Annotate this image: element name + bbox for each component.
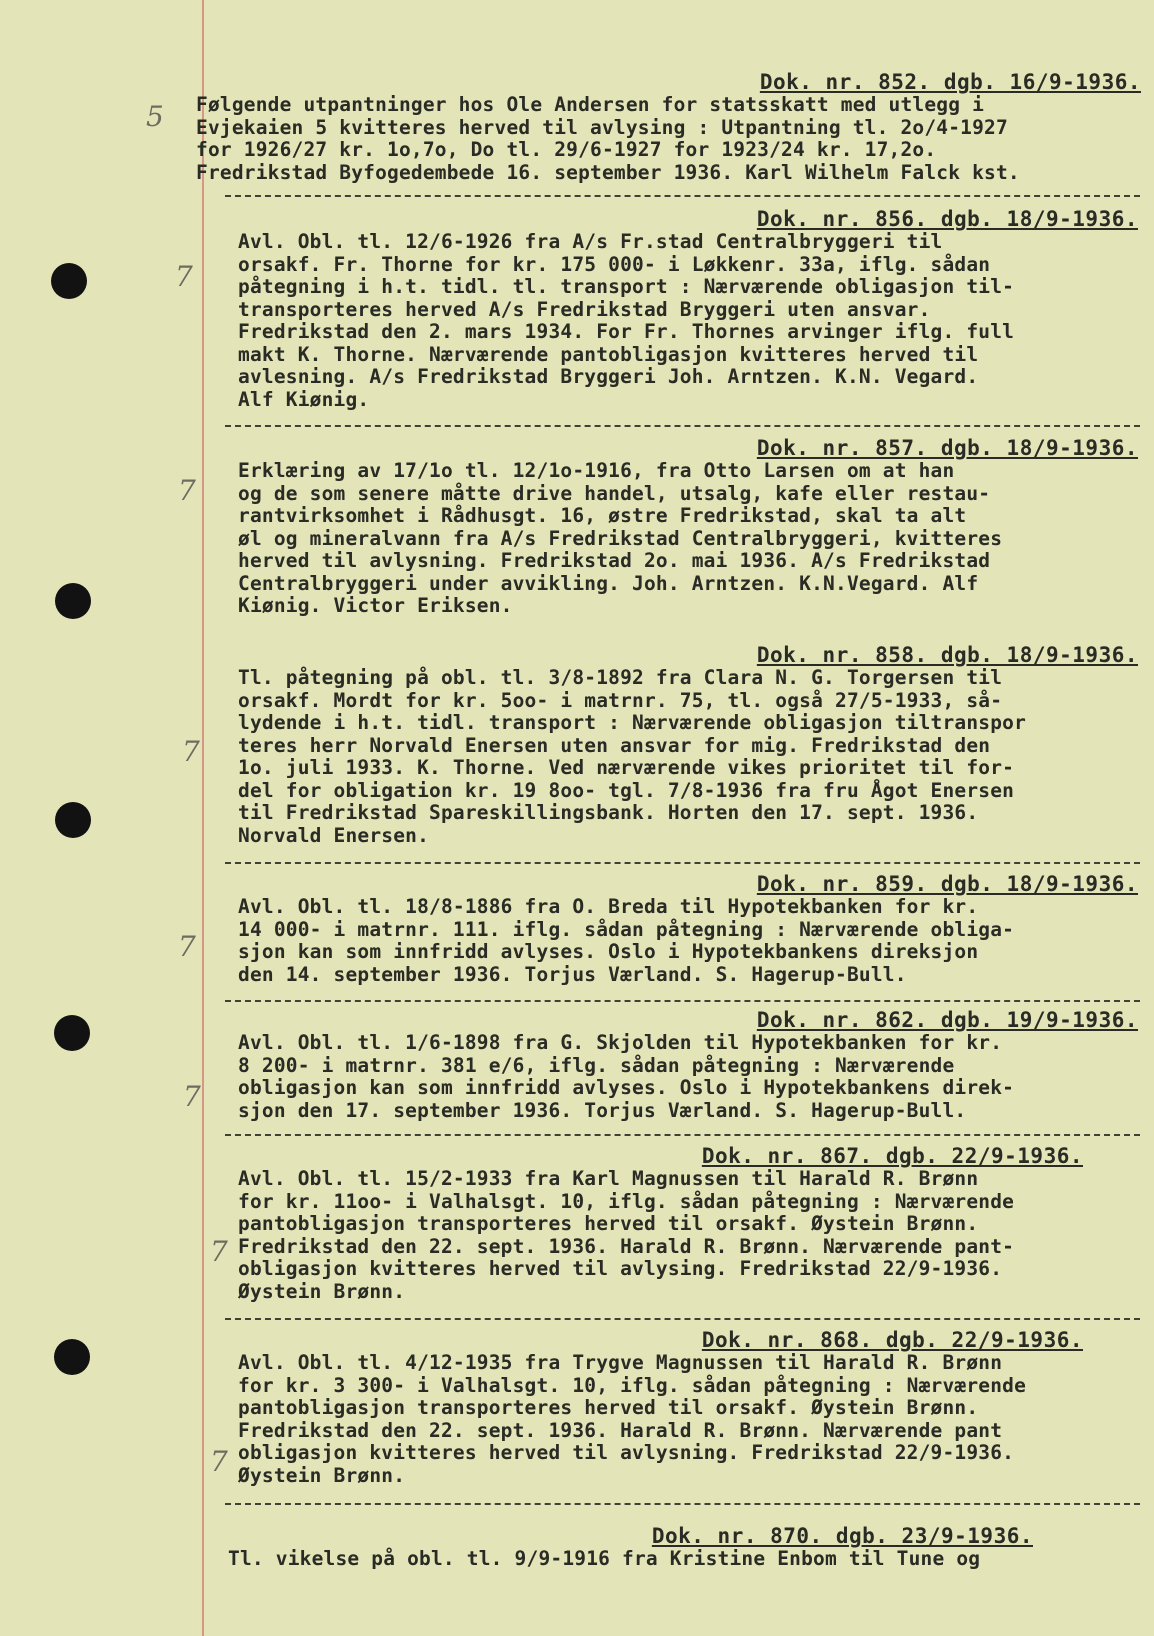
entry-line: Tl. påtegning på obl. tl. 3/8-1892 fra Clara N. G. Torgersen til (238, 666, 1003, 689)
entry-separator (225, 1134, 1140, 1136)
entry-heading: Dok. nr. 857. dgb. 18/9-1936. (756, 436, 1138, 460)
punch-hole (55, 802, 91, 838)
entry-line: for kr. 3 300- i Valhalsgt. 10, iflg. sådan påtegning : Nærværende (238, 1373, 1027, 1397)
margin-rule (202, 0, 204, 1636)
entry-line: rantvirksomhet i Rådhusgt. 16, østre Fredrikstad, skal ta alt (238, 504, 967, 527)
entry-line: Avl. Obl. tl. 18/8-1886 fra O. Breda til Hypotekbanken for kr. (238, 895, 979, 918)
punch-hole (55, 583, 91, 619)
entry-line: pantobligasjon transporteres herved til orsakf. Øystein Brønn. (238, 1396, 979, 1419)
entry-line: Kiønig. Victor Eriksen. (238, 594, 513, 617)
document-entry (238, 872, 1138, 986)
entry-line: 8 200- i matrnr. 381 e/6, iflg. sådan påtegning : Nærværende (238, 1053, 955, 1077)
entry-line: for kr. 11oo- i Valhalsgt. 10, iflg. sådan påtegning : Nærværende (238, 1189, 1015, 1213)
entry-line: Fredrikstad den 22. sept. 1936. Harald R. Brønn. Nærværende pant (238, 1418, 1003, 1442)
entry-line: Fredrikstad den 22. sept. 1936. Harald R. Brønn. Nærværende pant- (238, 1234, 1015, 1258)
entry-line: obligasjon kan som innfridd avlyses. Oslo i Hypotekbankens direk- (238, 1076, 1015, 1099)
entry-line: Erklæring av 17/1o tl. 12/1o-1916, fra Otto Larsen om at han (238, 459, 955, 482)
punch-hole (54, 1015, 90, 1051)
entry-line: Avl. Obl. tl. 12/6-1926 fra A/s Fr.stad Centralbryggeri til (238, 230, 943, 253)
entry-line: 14 000- i matrnr. 111. iflg. sådan påtegning : Nærværende obliga- (238, 917, 1015, 941)
entry-line: Centralbryggeri under avvikling. Joh. Arntzen. K.N.Vegard. Alf (238, 571, 979, 595)
entry-line: den 14. september 1936. Torjus Værland. S. Hagerup-Bull. (238, 962, 907, 986)
entry-line: Tl. vikelse på obl. tl. 9/9-1916 fra Kristine Enbom til Tune og (228, 1547, 981, 1570)
entry-line: sjon den 17. september 1936. Torjus Værland. S. Hagerup-Bull. (238, 1098, 967, 1122)
entry-line: pantobligasjon transporteres herved til orsakf. Øystein Brønn. (238, 1212, 979, 1235)
entry-separator (225, 1318, 1140, 1320)
document-entry (238, 1008, 1138, 1122)
document-entry (228, 1524, 1128, 1571)
entry-heading: Dok. nr. 856. dgb. 18/9-1936. (756, 207, 1138, 231)
entry-separator (225, 1000, 1140, 1002)
entry-line: teres herr Norvald Enersen uten ansvar for mig. Fredrikstad den (238, 733, 991, 757)
entry-separator (225, 1503, 1140, 1505)
entry-line: makt K. Thorne. Nærværende pantobligasjon kvitteres herved til (238, 342, 979, 366)
entry-line: øl og mineralvann fra A/s Fredrikstad Centralbryggeri, kvitteres (238, 526, 1003, 550)
entry-heading: Dok. nr. 858. dgb. 18/9-1936. (756, 643, 1138, 667)
document-entry (238, 643, 1138, 847)
entry-line: orsakf. Mordt for kr. 5oo- i matrnr. 75, tl. også 27/5-1933, så- (238, 688, 1003, 712)
entry-line: til Fredrikstad Spareskillingsbank. Horten den 17. sept. 1936. (238, 801, 979, 824)
entry-line: obligasjon kvitteres herved til avlysing. Fredrikstad 22/9-1936. (238, 1257, 1003, 1280)
entry-line: påtegning i h.t. tidl. tl. transport : Nærværende obligasjon til- (238, 275, 1015, 298)
entry-line: Avl. Obl. tl. 1/6-1898 fra G. Skjolden til Hypotekbanken for kr. (238, 1031, 1003, 1054)
entry-separator (225, 195, 1140, 197)
entry-line: sjon kan som innfridd avlyses. Oslo i Hypotekbankens direksjon (238, 940, 979, 963)
entry-line: Fredrikstad Byfogedembede 16. september 1936. Karl Wilhelm Falck kst. (196, 160, 1020, 184)
entry-line: lydende i h.t. tidl. transport : Nærværende obligasjon tiltranspor (238, 711, 1027, 734)
entry-line: Evjekaien 5 kvitteres herved til avlysing : Utpantning tl. 2o/4-1927 (196, 115, 1008, 139)
document-entry (238, 436, 1138, 618)
entry-heading: Dok. nr. 852. dgb. 16/9-1936. (759, 70, 1141, 94)
entry-line: herved til avlysning. Fredrikstad 2o. mai 1936. A/s Fredrikstad (238, 549, 991, 572)
margin-mark: 7 (210, 1445, 228, 1478)
entry-line: obligasjon kvitteres herved til avlysning. Fredrikstad 22/9-1936. (238, 1441, 1015, 1464)
entry-line: Følgende utpantninger hos Ole Andersen for statsskatt med utlegg i (196, 93, 985, 116)
margin-mark: 5 (146, 100, 164, 133)
entry-heading: Dok. nr. 868. dgb. 22/9-1936. (701, 1328, 1083, 1352)
entry-line: Avl. Obl. tl. 4/12-1935 fra Trygve Magnussen til Harald R. Brønn (238, 1351, 1003, 1374)
entry-line: transporteres herved A/s Fredrikstad Bryggeri uten ansvar. (238, 297, 931, 321)
margin-mark: 7 (210, 1235, 228, 1268)
entry-separator (225, 862, 1140, 864)
document-entry (238, 207, 1138, 411)
entry-line: Alf Kiønig. (238, 387, 370, 411)
margin-mark: 7 (178, 930, 196, 963)
entry-line: Norvald Enersen. (238, 823, 430, 847)
entry-line: orsakf. Fr. Thorne for kr. 175 000- i Løkkenr. 33a, iflg. sådan (238, 252, 991, 276)
entry-line: Avl. Obl. tl. 15/2-1933 fra Karl Magnussen til Harald R. Brønn (238, 1167, 979, 1190)
entry-line: del for obligation kr. 19 8oo- tgl. 7/8-1936 fra fru Ågot Enersen (238, 778, 1015, 802)
margin-mark: 7 (182, 735, 200, 768)
entry-line: for 1926/27 kr. 1o,7o, Do tl. 29/6-1927 for 1923/24 kr. 17,2o. (196, 138, 937, 161)
document-entry (196, 70, 1141, 184)
entry-line: 1o. juli 1933. K. Thorne. Ved nærværende vikes prioritet til for- (238, 756, 1015, 779)
punch-hole (54, 1339, 90, 1375)
document-entry (238, 1328, 1138, 1487)
entry-line: avlesning. A/s Fredrikstad Bryggeri Joh. Arntzen. K.N. Vegard. (238, 365, 979, 388)
margin-mark: 7 (183, 1080, 201, 1113)
entry-line: og de som senere måtte drive handel, utsalg, kafe eller restau- (238, 481, 991, 505)
entry-line: Øystein Brønn. (238, 1279, 406, 1303)
entry-heading: Dok. nr. 867. dgb. 22/9-1936. (701, 1144, 1083, 1168)
entry-line: Fredrikstad den 2. mars 1934. For Fr. Thornes arvinger iflg. full (238, 320, 1015, 343)
document-entry (238, 1144, 1138, 1303)
entry-line: Øystein Brønn. (238, 1463, 406, 1487)
entry-separator (225, 425, 1140, 427)
margin-mark: 7 (175, 260, 193, 293)
entry-heading: Dok. nr. 859. dgb. 18/9-1936. (756, 872, 1138, 896)
margin-mark: 7 (178, 474, 196, 507)
entry-heading: Dok. nr. 870. dgb. 23/9-1936. (651, 1524, 1033, 1548)
entry-heading: Dok. nr. 862. dgb. 19/9-1936. (756, 1008, 1138, 1032)
punch-hole (51, 263, 87, 299)
